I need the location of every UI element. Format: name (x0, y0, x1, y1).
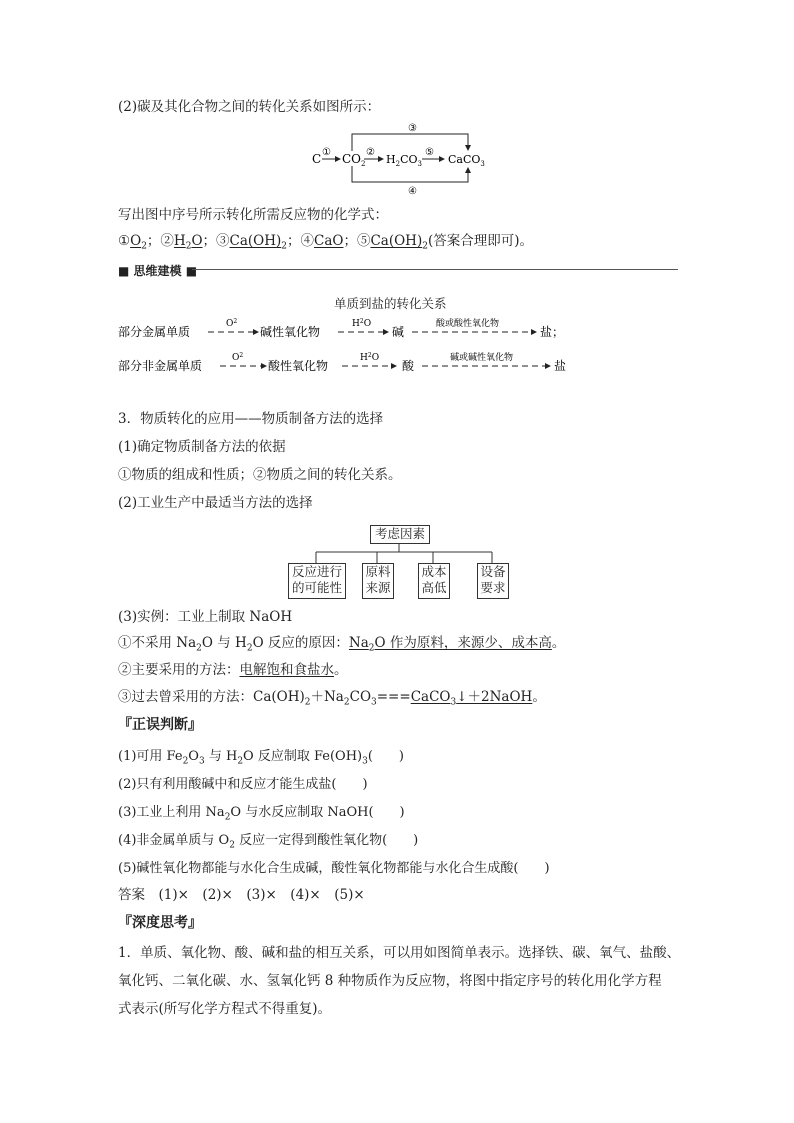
answer-line: 答案 (1)× (2)× (3)× (4)× (5)× (118, 887, 365, 903)
node-co2: $CO_2$ (342, 152, 366, 168)
row1-end: 盐； (540, 325, 565, 339)
row2-reagent2: $H^2O$ (360, 352, 380, 363)
factor-source: 原料 来源 (362, 563, 394, 599)
row2-end: 盐 (554, 359, 567, 373)
row2-reagent3: 碱或碱性氧化物 (450, 353, 514, 363)
row2-start: 部分非金属单质 (118, 359, 203, 373)
section-thinking-model: ■ 思维建模 ■ (118, 262, 678, 276)
deep-think-line-2: 氧化钙、二氧化碳、水、氢氧化钙 8 种物质作为反应物，将图中指定序号的转化用化学方程 (118, 973, 662, 989)
judge-item-3: (3)工业上利用 $Na_2O$ 与水反应制取 NaOH( ) (118, 805, 405, 823)
label-3: ③ (408, 123, 417, 134)
section-title: 思维建模 (133, 264, 182, 278)
row2-mid1: 酸性氧化物 (268, 359, 329, 373)
factor-root: 考虑因素 (370, 525, 430, 544)
label-5: ⑤ (425, 147, 434, 158)
section3-item2: (2)工业生产中最适当方法的选择 (118, 495, 313, 511)
factor-cost: 成本 高低 (418, 563, 450, 599)
factor-possibility: 反应进行 的可能性 (288, 563, 346, 599)
section3-title: 3．物质转化的应用——物质制备方法的选择 (118, 411, 384, 427)
write-formula-prompt: 写出图中序号所示转化所需反应物的化学式： (118, 207, 388, 223)
example-1: ①不采用 $Na_2O$ 与 $H_2O$ 反应的原因：$Na_2O$ 作为原料，来源少、成本高。 (118, 635, 566, 654)
judge-item-5: (5)碱性氧化物都能与水化合生成碱，酸性氧化物都能与水化合生成酸( ) (118, 861, 550, 876)
example-2: ②主要采用的方法：电解饱和食盐水。 (118, 662, 348, 678)
deep-think-title: 『深度思考』 (118, 915, 202, 931)
model-title: 单质到盐的转化关系 (334, 296, 447, 311)
judge-title: 『正误判断』 (118, 717, 202, 733)
row2-reagent1: $O^2$ (232, 352, 244, 363)
part2-heading: (2)碳及其化合物之间的转化关系如图所示： (118, 99, 381, 115)
label-4: ④ (408, 186, 417, 196)
example-3: ③过去曾采用的方法：$Ca(OH)_2+Na_2CO_3===CaCO_3↓+2NaOH$。 (118, 689, 546, 708)
factor-equipment: 设备 要求 (477, 563, 509, 599)
judge-item-2: (2)只有利用酸碱中和反应才能生成盐( ) (118, 777, 368, 792)
section3-item1-detail: ①物质的组成和性质；②物质之间的转化关系。 (118, 467, 402, 483)
row1-mid1: 碱性氧化物 (260, 325, 321, 339)
section3-item1: (1)确定物质制备方法的依据 (118, 439, 286, 455)
deep-think-line-1: 1．单质、氧化物、酸、碱和盐的相互关系，可以用如图简单表示。选择铁、碳、氧气、盐酸、 (118, 945, 681, 961)
label-1: ① (322, 147, 331, 158)
row1-reagent1: $O^2$ (226, 318, 238, 329)
answer-formulas: $①O_2$；$②H_2O$；$③Ca(OH)_2$；④CaO；$⑤Ca(OH)_2$(答案合理即可)。 (118, 233, 534, 252)
deep-think-line-3: 式表示(所写化学方程式不得重复)。 (118, 1001, 332, 1017)
node-c: C (312, 152, 322, 166)
node-h2co3: $H_2CO_3$ (386, 153, 422, 168)
judge-item-4: (4)非金属单质与 $O_2$ 反应一定得到酸性氧化物( ) (118, 833, 419, 851)
judge-item-1: (1)可用 $Fe_2O_3$ 与 $H_2O$ 反应制取 $Fe(OH)_3$( ) (118, 749, 405, 767)
row1-mid2: 碱 (392, 325, 405, 339)
row2-mid2: 酸 (402, 359, 415, 373)
row1-start: 部分金属单质 (118, 325, 191, 339)
row1-reagent3: 酸或酸性氧化物 (436, 319, 500, 329)
label-2: ② (366, 147, 375, 158)
row1-reagent2: $H^2O$ (352, 318, 372, 329)
node-caco3: CaCO$_3$ (448, 153, 485, 168)
section3-item3: (3)实例：工业上制取 NaOH (118, 609, 293, 625)
